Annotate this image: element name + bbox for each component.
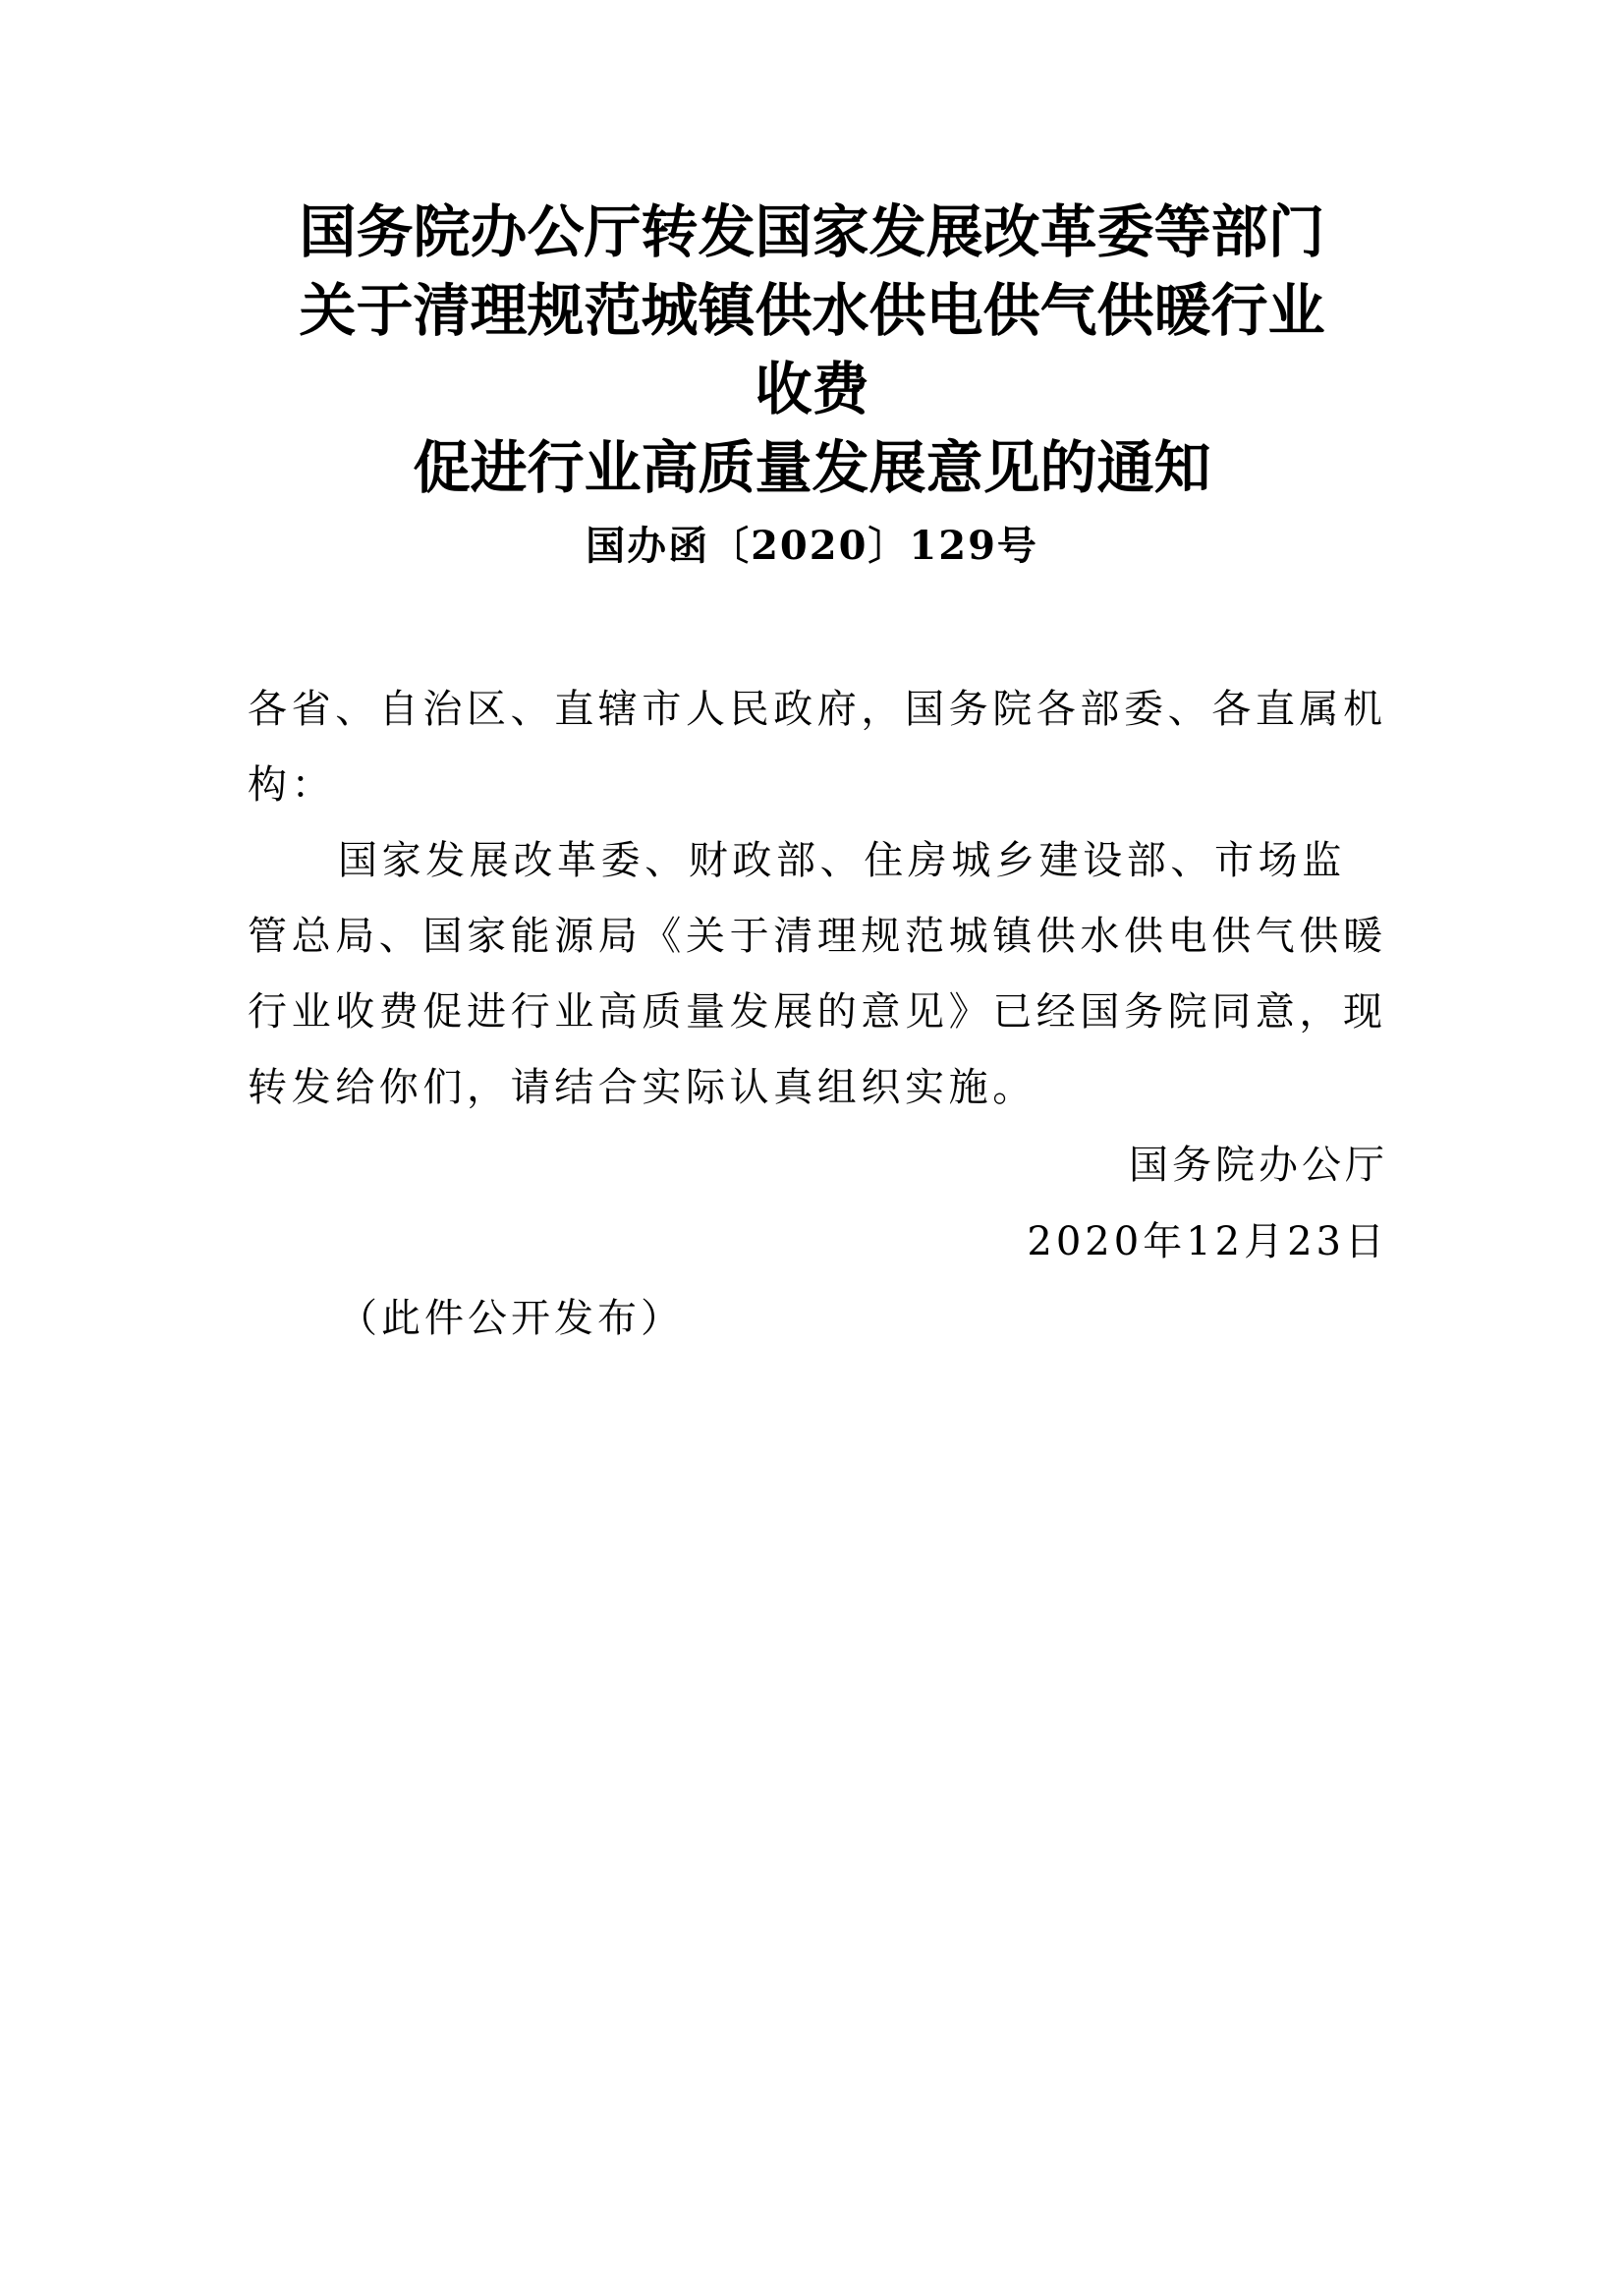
body-paragraph: 国家发展改革委、财政部、住房城乡建设部、市场监管总局、国家能源局《关于清理规范城镇供水供电供气供暖行业收费促进行业高质量发展的意见》已经国务院同意，现转发给你们，请结合实际认真组织实施。 (248, 838, 1387, 1110)
signature-date: 2020年12月23日 (1027, 1219, 1388, 1264)
publication-note: （此件公开发布） (338, 1296, 684, 1341)
title-line-3: 收费 (755, 356, 869, 422)
title-line-1: 国务院办公厅转发国家发展改革委等部门 (299, 198, 1325, 265)
title-line-4: 促进行业高质量发展意见的通知 (413, 434, 1211, 501)
title-line-2: 关于清理规范城镇供水供电供气供暖行业 (299, 277, 1325, 344)
document-title (236, 193, 1388, 507)
signature-organization: 国务院办公厅 (1129, 1143, 1388, 1188)
document-number: 国办函〔2020〕129号 (586, 523, 1038, 569)
salutation: 各省、自治区、直辖市人民政府，国务院各部委、各直属机构： (248, 687, 1387, 808)
